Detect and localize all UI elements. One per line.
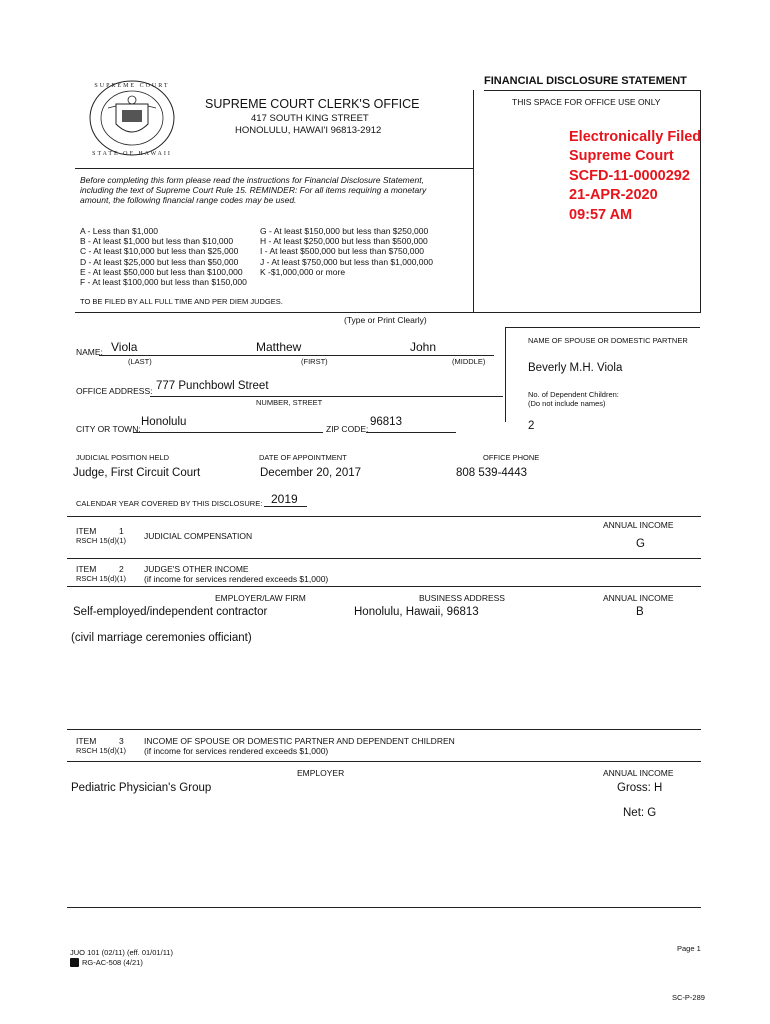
office-address-2: HONOLULU, HAWAI'I 96813-2912 [235, 125, 382, 136]
name-first[interactable]: Matthew [256, 340, 302, 354]
office-name: SUPREME COURT CLERK'S OFFICE [205, 97, 420, 111]
city-underline [133, 432, 323, 433]
filing-stamp-line1: Electronically Filed [569, 129, 702, 145]
phone-label: OFFICE PHONE [483, 453, 540, 462]
item3-employer-label: EMPLOYER [297, 768, 345, 778]
calendar-year-label: CALENDAR YEAR COVERED BY THIS DISCLOSURE: [76, 499, 263, 508]
position-value[interactable]: Judge, First Circuit Court [73, 467, 201, 479]
filing-stamp-line4: 21-APR-2020 [569, 187, 658, 203]
code-h: H - At least $250,000 but less than $500,000 [260, 236, 428, 246]
zip-label: ZIP CODE: [326, 424, 369, 434]
calendar-year-underline [264, 506, 307, 507]
item1-number: 1 [119, 526, 124, 536]
office-address-1: 417 SOUTH KING STREET [251, 113, 369, 124]
item3-gross[interactable]: Gross: H [617, 782, 663, 794]
item2-business-value[interactable]: Honolulu, Hawaii, 96813 [354, 606, 479, 618]
dependents-count[interactable]: 2 [528, 420, 535, 432]
item2-number: 2 [119, 564, 124, 574]
type-print-note: (Type or Print Clearly) [344, 315, 427, 325]
code-k: K -$1,000,000 or more [260, 267, 346, 277]
instructions-line3: amount, the following financial range codes may be used. [80, 195, 297, 205]
code-f: F - At least $100,000 but less than $150,000 [80, 277, 247, 287]
code-e: E - At least $50,000 but less than $100,000 [80, 267, 243, 277]
filed-by-note: TO BE FILED BY ALL FULL TIME AND PER DIEM JUDGES. [80, 297, 283, 306]
name-label: NAME: [76, 347, 103, 357]
address-sublabel: NUMBER, STREET [256, 398, 323, 407]
appointment-label: DATE OF APPOINTMENT [259, 453, 347, 462]
item3-rsch: RSCH 15(d)(1) [76, 746, 127, 755]
code-d: D - At least $25,000 but less than $50,000 [80, 257, 239, 267]
name-middle-label: (MIDDLE) [452, 357, 486, 366]
seal-bottom-text: STATE OF HAWAII [92, 151, 172, 157]
code-c: C - At least $10,000 but less than $25,000 [80, 246, 239, 256]
item3-title: INCOME OF SPOUSE OR DOMESTIC PARTNER AND DEPENDENT CHILDREN [144, 736, 455, 746]
item3-subtitle: (if income for services rendered exceeds $1,000) [144, 746, 329, 756]
code-i: I - At least $500,000 but less than $750,000 [260, 246, 424, 256]
filing-stamp-line3: SCFD-11-0000292 [569, 168, 690, 184]
phone-value[interactable]: 808 539-4443 [456, 467, 527, 479]
spouse-label: NAME OF SPOUSE OR DOMESTIC PARTNER [528, 336, 688, 345]
item3-bottom-rule [67, 907, 701, 908]
item3-header-rule [67, 761, 701, 762]
item2-top-rule [67, 558, 701, 559]
address-underline [150, 396, 503, 397]
appointment-value[interactable]: December 20, 2017 [260, 467, 362, 479]
item3-income-label: ANNUAL INCOME [603, 768, 674, 778]
item3-number: 3 [119, 736, 124, 746]
footer-form-id: JUO 101 (02/11) (eff. 01/01/11) [70, 948, 173, 957]
item2-business-label: BUSINESS ADDRESS [419, 593, 505, 603]
dependents-sublabel: (Do not include names) [528, 399, 606, 408]
name-underline [99, 355, 494, 356]
item2-note[interactable]: (civil marriage ceremonies officiant) [71, 632, 252, 644]
item2-income-value[interactable]: B [636, 606, 644, 618]
zip-underline [366, 432, 456, 433]
instructions-line2: including the text of Supreme Court Rule 15. REMINDER: For all items requiring a monetary [80, 185, 427, 195]
zip-value[interactable]: 96813 [370, 416, 402, 428]
footer-page: Page 1 [677, 944, 701, 953]
accessibility-icon [70, 958, 79, 967]
form-title: FINANCIAL DISCLOSURE STATEMENT [484, 75, 687, 87]
name-first-label: (FIRST) [301, 357, 328, 366]
name-section-top [505, 327, 700, 328]
item2-subtitle: (if income for services rendered exceeds $1,000) [144, 574, 329, 584]
office-use-border-right [700, 90, 701, 313]
court-seal-icon [86, 78, 178, 160]
code-j: J - At least $750,000 but less than $1,000,000 [260, 257, 433, 267]
position-label: JUDICIAL POSITION HELD [76, 453, 170, 462]
filing-stamp-line5: 09:57 AM [569, 207, 633, 223]
item2-income-label: ANNUAL INCOME [603, 593, 674, 603]
city-label: CITY OR TOWN: [76, 424, 141, 434]
code-g: G - At least $150,000 but less than $250,000 [260, 226, 429, 236]
calendar-year-value[interactable]: 2019 [271, 492, 298, 506]
seal-top-text: SUPREME COURT [94, 83, 170, 89]
office-use-border [473, 90, 474, 313]
name-last-label: (LAST) [128, 357, 152, 366]
office-address-value[interactable]: 777 Punchbowl Street [156, 380, 269, 392]
item1-top-rule [67, 516, 701, 517]
city-value[interactable]: Honolulu [141, 416, 187, 428]
item3-employer-value[interactable]: Pediatric Physician's Group [71, 782, 212, 794]
spouse-name[interactable]: Beverly M.H. Viola [528, 362, 623, 374]
filing-stamp-line2: Supreme Court [569, 148, 674, 164]
footer-rg: RG-AC-508 (4/21) [82, 958, 143, 967]
instructions-line1: Before completing this form please read the instructions for Financial Disclosure Statement, [80, 175, 424, 185]
item1-income-value[interactable]: G [636, 538, 645, 550]
item1-item-label: ITEM [76, 526, 97, 536]
item3-net[interactable]: Net: G [623, 807, 657, 819]
code-a: A - Less than $1,000 [80, 226, 158, 236]
office-use-label: THIS SPACE FOR OFFICE USE ONLY [512, 97, 661, 107]
name-last[interactable]: Viola [111, 340, 138, 354]
office-address-label: OFFICE ADDRESS: [76, 386, 153, 396]
code-b: B - At least $1,000 but less than $10,000 [80, 236, 234, 246]
spouse-box-left [505, 327, 506, 422]
item2-item-label: ITEM [76, 564, 97, 574]
item3-item-label: ITEM [76, 736, 97, 746]
item2-employer-label: EMPLOYER/LAW FIRM [215, 593, 306, 603]
item1-title: JUDICIAL COMPENSATION [144, 531, 253, 541]
item2-rsch: RSCH 15(d)(1) [76, 574, 127, 583]
name-middle[interactable]: John [410, 340, 437, 354]
footer-code: SC-P-289 [672, 993, 705, 1002]
item2-header-rule [67, 586, 701, 587]
section-rule [75, 312, 700, 313]
instructions-top-rule [75, 168, 473, 169]
dependents-label: No. of Dependent Children: [528, 390, 619, 399]
item1-rsch: RSCH 15(d)(1) [76, 536, 127, 545]
title-rule [484, 90, 700, 91]
item2-title: JUDGE'S OTHER INCOME [144, 564, 249, 574]
item3-top-rule [67, 729, 701, 730]
item1-income-label: ANNUAL INCOME [603, 520, 674, 530]
item2-employer-value[interactable]: Self-employed/independent contractor [73, 606, 268, 618]
